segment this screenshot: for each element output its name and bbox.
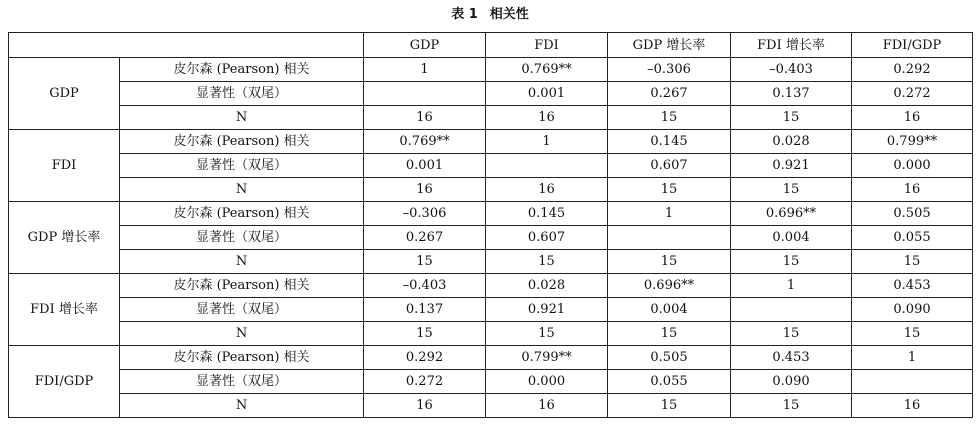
column-header: FDI/GDP [852,33,973,58]
statistic-label: N [120,106,364,130]
value-cell: 16 [486,394,608,418]
value-cell: 15 [608,394,731,418]
statistic-label: 皮尔森 (Pearson) 相关 [120,202,364,226]
value-cell: 15 [852,322,973,346]
value-cell: 16 [852,106,973,130]
value-cell: 0.453 [852,274,973,298]
value-cell: 15 [731,106,852,130]
value-cell: 0.921 [486,298,608,322]
table-title: 相关性 [489,7,529,22]
table-body [9,58,973,418]
statistic-label: 显著性（双尾） [120,154,364,178]
value-cell: 0.001 [486,82,608,106]
value-cell: 0.921 [731,154,852,178]
value-cell: 0.696** [608,274,731,298]
variable-group-label: FDI/GDP [9,346,120,418]
value-cell: 0.607 [608,154,731,178]
value-cell: –0.403 [731,58,852,82]
statistic-label: 皮尔森 (Pearson) 相关 [120,130,364,154]
table-row [9,274,973,298]
header-row [9,33,973,58]
value-cell: 1 [731,274,852,298]
table-row [9,394,973,418]
value-cell: 1 [852,346,973,370]
value-cell: 15 [731,394,852,418]
value-cell: 15 [852,250,973,274]
value-cell: 15 [731,178,852,202]
value-cell: 0.769** [364,130,486,154]
table-caption [0,5,980,25]
value-cell: 16 [852,394,973,418]
statistic-label: 显著性（双尾） [120,226,364,250]
value-cell: 15 [608,322,731,346]
value-cell: 0.453 [731,346,852,370]
table-number: 表 1 [451,7,478,22]
value-cell: 0.505 [608,346,731,370]
value-cell: 0.137 [364,298,486,322]
table-row [9,226,973,250]
table-row [9,322,973,346]
value-cell: 0.137 [731,82,852,106]
value-cell: 0.145 [608,130,731,154]
value-cell: 15 [608,178,731,202]
value-cell: 15 [731,322,852,346]
value-cell: 15 [608,106,731,130]
table-row [9,202,973,226]
variable-group-label: FDI 增长率 [9,274,120,346]
value-cell: 0.055 [852,226,973,250]
value-cell: 16 [486,106,608,130]
value-cell: 0.769** [486,58,608,82]
value-cell: 0.090 [731,370,852,394]
value-cell: 0.145 [486,202,608,226]
value-cell: 1 [486,130,608,154]
value-cell: 0.292 [852,58,973,82]
value-cell: 15 [486,250,608,274]
table-row [9,346,973,370]
value-cell: 0.696** [731,202,852,226]
value-cell: 0.799** [486,346,608,370]
table-row [9,154,973,178]
value-cell: 15 [364,250,486,274]
table-row [9,298,973,322]
value-cell: –0.306 [608,58,731,82]
value-cell: 0.028 [731,130,852,154]
statistic-label: 皮尔森 (Pearson) 相关 [120,58,364,82]
value-cell: –0.306 [364,202,486,226]
table-row [9,250,973,274]
value-cell [852,370,973,394]
table-row [9,370,973,394]
value-cell: 15 [486,322,608,346]
value-cell: 0.001 [364,154,486,178]
value-cell: 0.272 [852,82,973,106]
value-cell: 0.004 [731,226,852,250]
column-header: FDI [486,33,608,58]
column-header: GDP [364,33,486,58]
statistic-label: N [120,394,364,418]
variable-group-label: FDI [9,130,120,202]
correlation-table [8,32,973,418]
value-cell: 0.000 [486,370,608,394]
value-cell: 0.267 [608,82,731,106]
value-cell: 0.004 [608,298,731,322]
value-cell: 15 [731,250,852,274]
column-header: GDP 增长率 [608,33,731,58]
value-cell: 0.292 [364,346,486,370]
value-cell: 0.000 [852,154,973,178]
value-cell: 0.799** [852,130,973,154]
table-row [9,178,973,202]
statistic-label: N [120,178,364,202]
statistic-label: N [120,250,364,274]
value-cell: 16 [486,178,608,202]
table-row [9,58,973,82]
value-cell: 0.267 [364,226,486,250]
value-cell: 15 [364,322,486,346]
table-row [9,82,973,106]
value-cell: 0.607 [486,226,608,250]
value-cell: 16 [364,106,486,130]
value-cell: 16 [364,178,486,202]
table-row [9,106,973,130]
value-cell: 16 [364,394,486,418]
table-row [9,130,973,154]
value-cell [731,298,852,322]
value-cell: 1 [364,58,486,82]
value-cell: 1 [608,202,731,226]
statistic-label: 显著性（双尾） [120,370,364,394]
value-cell: 0.505 [852,202,973,226]
statistic-label: N [120,322,364,346]
value-cell: 0.090 [852,298,973,322]
value-cell: 15 [608,250,731,274]
value-cell [608,226,731,250]
statistic-label: 皮尔森 (Pearson) 相关 [120,346,364,370]
statistic-label: 显著性（双尾） [120,82,364,106]
variable-group-label: GDP 增长率 [9,202,120,274]
value-cell [486,154,608,178]
value-cell: 0.272 [364,370,486,394]
value-cell: 16 [852,178,973,202]
corner-cell [9,33,364,58]
value-cell [364,82,486,106]
value-cell: 0.055 [608,370,731,394]
column-header: FDI 增长率 [731,33,852,58]
value-cell: 0.028 [486,274,608,298]
value-cell: –0.403 [364,274,486,298]
statistic-label: 显著性（双尾） [120,298,364,322]
variable-group-label: GDP [9,58,120,130]
statistic-label: 皮尔森 (Pearson) 相关 [120,274,364,298]
